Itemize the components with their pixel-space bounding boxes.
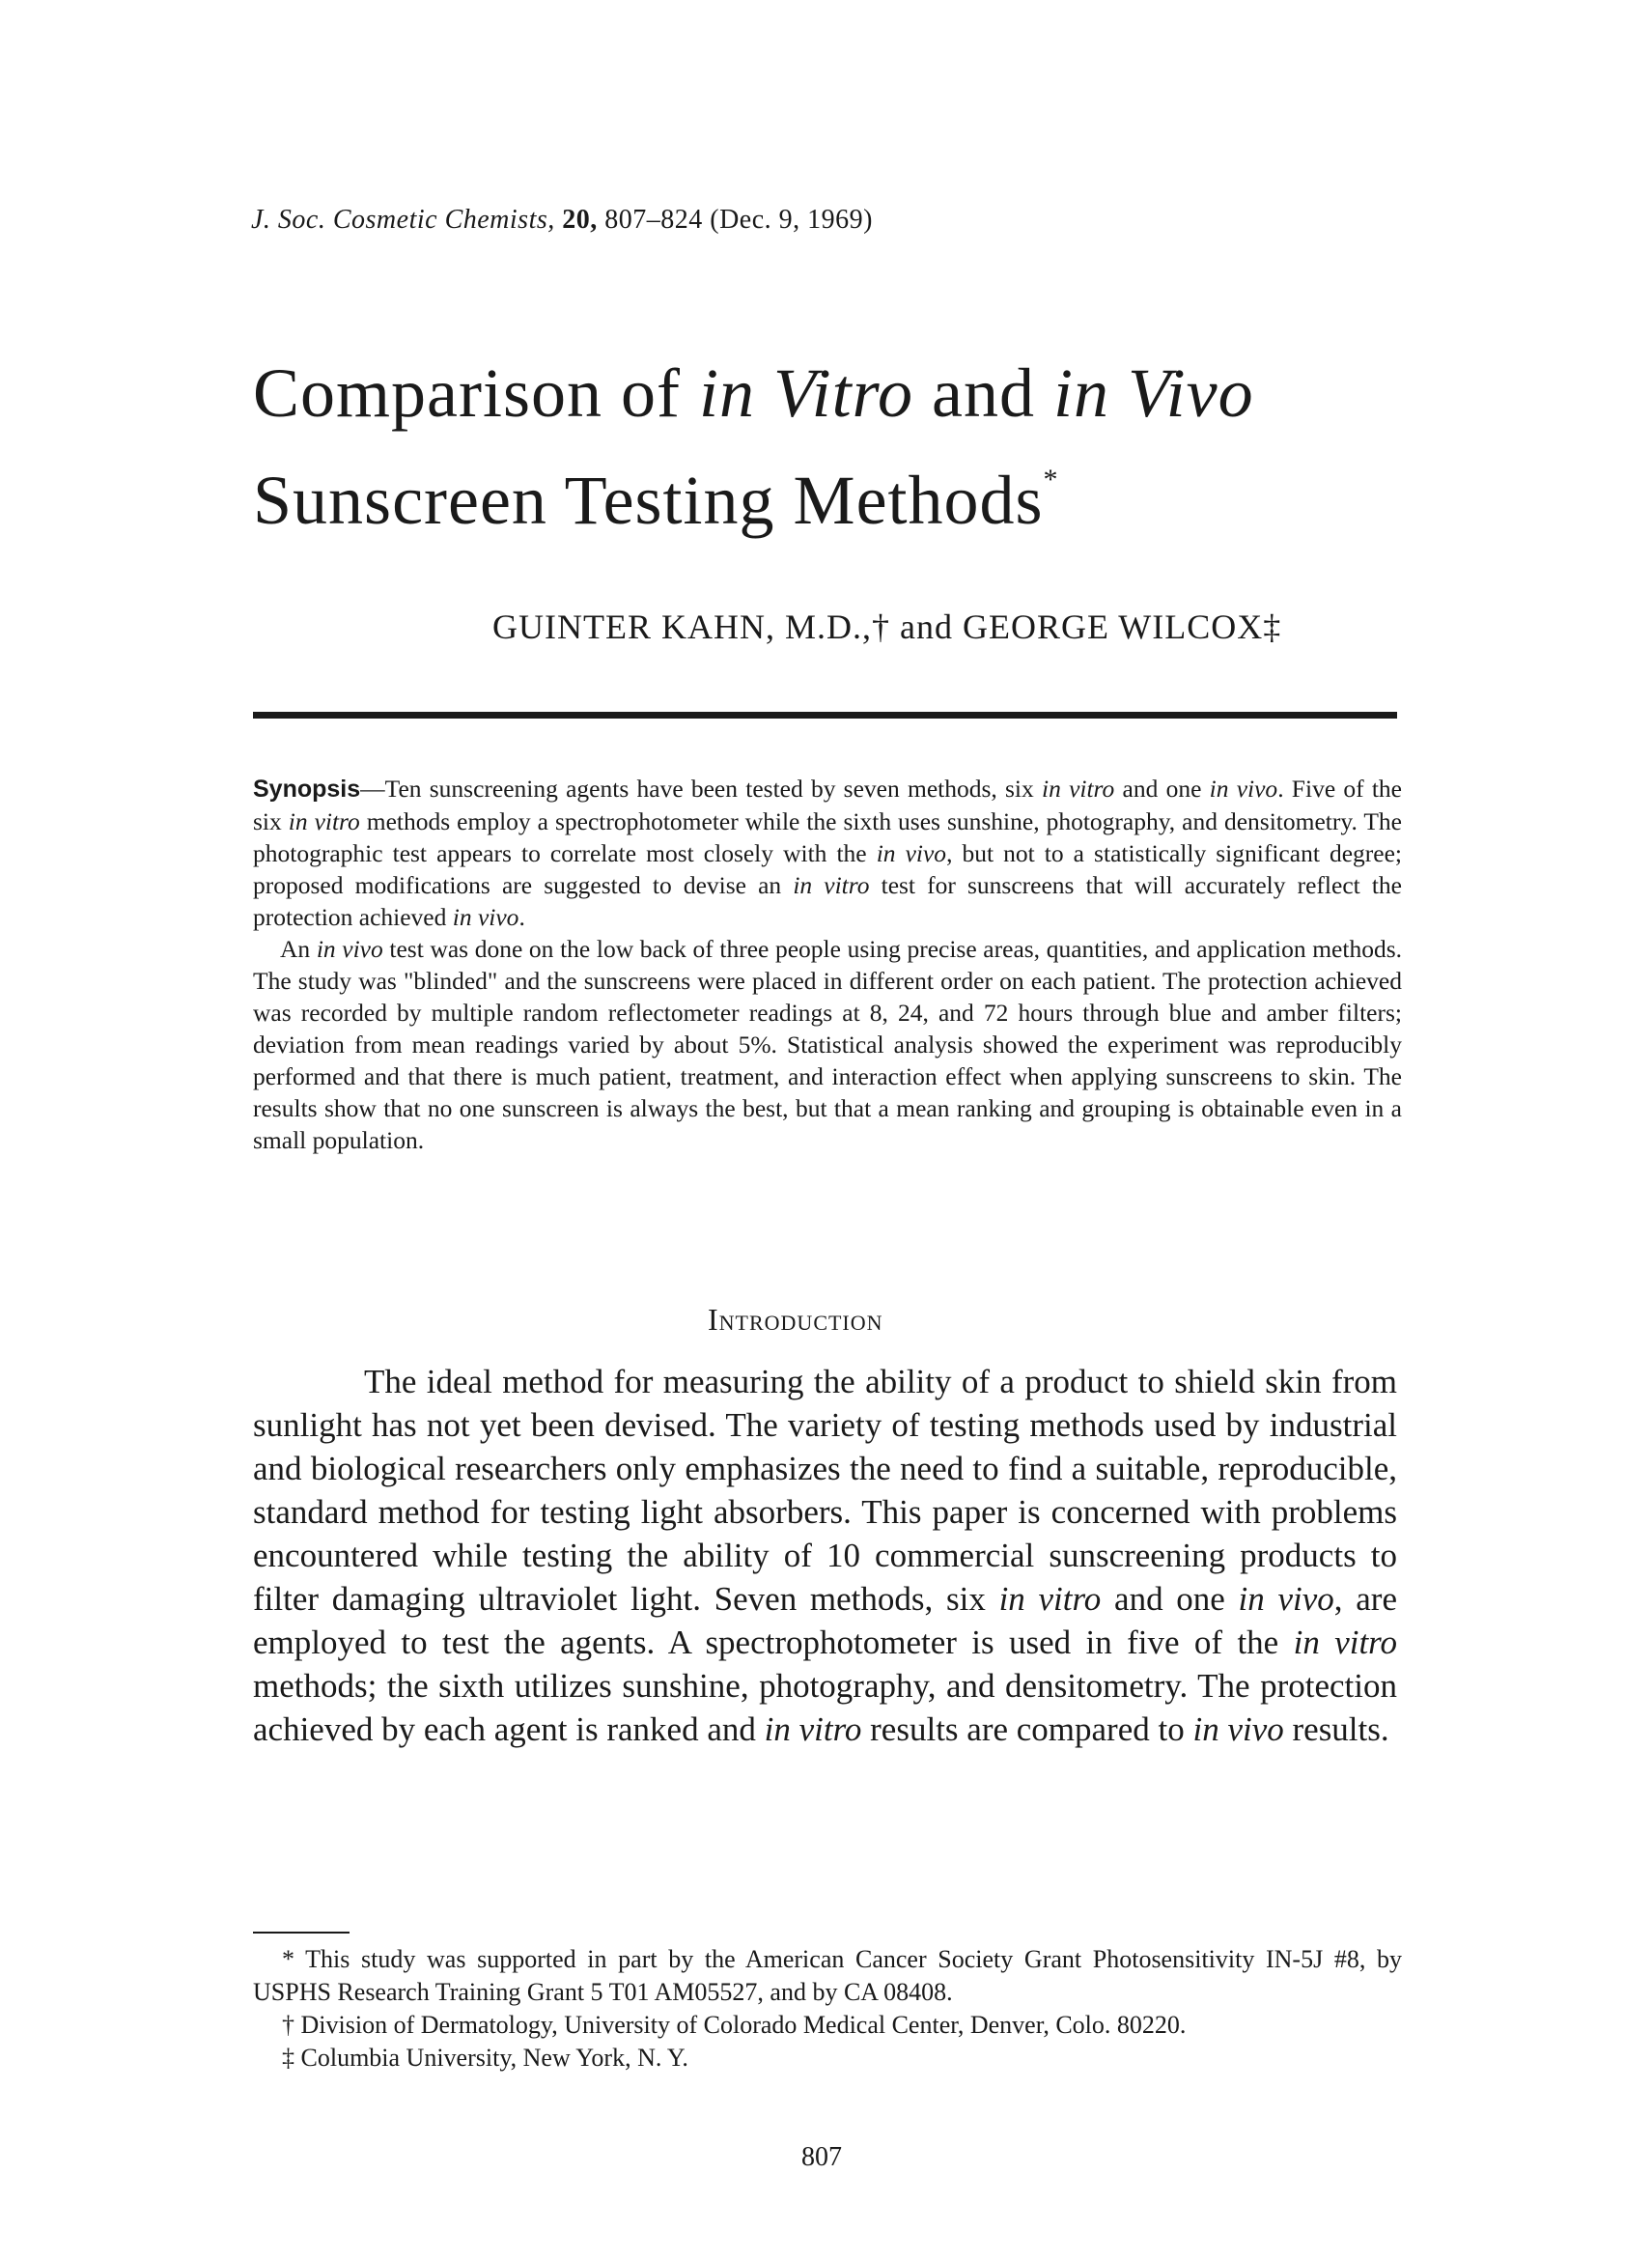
footnote-funding: * This study was supported in part by the American Cancer Society Grant Photosensitivity IN-5J #8, by USPHS Research Training Grant 5 T01 AM05527, and by CA 08408. <box>253 1945 1402 2006</box>
intro-italic: in vivo <box>1192 1710 1284 1748</box>
title-divider <box>253 712 1397 719</box>
journal-name: J. Soc. Cosmetic Chemists, <box>251 205 555 235</box>
synopsis-paragraph-1 <box>253 773 1402 933</box>
section-heading-introduction: Introduction <box>708 1302 883 1337</box>
synopsis-text: and one <box>1114 775 1210 803</box>
title-italic: Vitro <box>772 354 913 432</box>
synopsis-italic: in vitro <box>288 807 360 835</box>
introduction-paragraph <box>253 1360 1397 1751</box>
synopsis-italic: in vivo <box>1209 775 1278 803</box>
intro-text: results are compared to <box>861 1710 1193 1748</box>
authors-line: GUINTER KAHN, M.D.,† and GEORGE WILCOX‡ <box>492 607 1282 646</box>
footnote-affiliation-kahn: † Division of Dermatology, University of Colorado Medical Center, Denver, Colo. 80220. <box>282 2011 1187 2039</box>
footnotes <box>253 1943 1402 2075</box>
title-footnote-marker: * <box>1043 464 1059 495</box>
title-italic: Vivo <box>1127 354 1254 432</box>
intro-text: methods; the sixth utilizes sunshine, photography, and densitometry. The protection achieved by each agent is ranked and <box>253 1667 1397 1748</box>
synopsis-text: An <box>280 935 317 963</box>
synopsis-italic: in vivo <box>452 903 519 931</box>
journal-pages-date: 807–824 (Dec. 9, 1969) <box>604 205 873 235</box>
synopsis-text: . Five of the six <box>253 775 1402 835</box>
intro-italic: in vivo <box>1238 1580 1334 1618</box>
intro-italic: in vitro <box>764 1710 862 1748</box>
title-italic: in <box>1052 354 1109 432</box>
intro-text: results. <box>1283 1710 1389 1748</box>
synopsis-text: . <box>518 903 525 931</box>
page-number: 807 <box>801 2142 842 2172</box>
intro-text: and one <box>1101 1580 1239 1618</box>
intro-italic: in vitro <box>1293 1624 1397 1661</box>
intro-text: The ideal method for measuring the ability of a product to shield skin from sunlight has not yet been devised. The variety of testing methods used by industrial and biological researchers only emphasizes the need to find a suitable, reproducible, standard method for testing light absorbers. This paper is concerned with problems encountered while testing the ability of 10 commercial sunscreening products to filter damaging ultraviolet light. Seven methods, six <box>253 1363 1397 1618</box>
title-text: Comparison of <box>253 354 681 432</box>
synopsis-text: , but not to a statistically significant degree; proposed modifications are suggested to devise an <box>253 839 1402 899</box>
synopsis-italic: in vitro <box>793 871 870 899</box>
synopsis-paragraph-2 <box>253 933 1402 1156</box>
footnote-divider <box>253 1932 350 1934</box>
intro-text: , are employed to test the agents. A spectrophotometer is used in five of the <box>253 1580 1397 1661</box>
title-italic: in <box>698 354 755 432</box>
title-text: and <box>931 354 1035 432</box>
synopsis-italic: in vitro <box>1042 775 1115 803</box>
synopsis-italic: in vivo <box>316 935 383 963</box>
footnote-affiliation-wilcox: ‡ Columbia University, New York, N. Y. <box>282 2044 688 2072</box>
paper-title <box>253 350 1508 544</box>
synopsis-label: Synopsis <box>253 776 361 803</box>
title-text: Sunscreen Testing Methods <box>253 462 1044 539</box>
intro-italic: in vitro <box>998 1580 1102 1618</box>
synopsis-text: methods employ a spectrophotometer while the sixth uses sunshine, photography, and densitometry. The photographic test appears to correlate most closely with the <box>253 807 1402 867</box>
synopsis-text: test was done on the low back of three people using precise areas, quantities, and application methods. The study was "blinded" and the sunscreens were placed in different order on each patient. The protection achieved was recorded by multiple random reflectometer readings at 8, 24, and 72 hours through blue and amber filters; deviation from mean readings varied by about 5%. Statistical analysis showed the experiment was reproducibly performed and that there is much patient, treatment, and interaction effect when applying sunscreens to skin. The results show that no one sunscreen is always the best, but that a mean ranking and grouping is obtainable even in a small population. <box>253 935 1403 1154</box>
synopsis-text: test for sunscreens that will accurately reflect the protection achieved <box>253 871 1402 931</box>
journal-volume: 20, <box>562 205 598 235</box>
synopsis-text: —Ten sunscreening agents have been tested by seven methods, six <box>360 775 1042 803</box>
journal-citation <box>251 205 873 236</box>
synopsis <box>253 773 1402 1156</box>
synopsis-italic: in vivo <box>876 839 947 867</box>
